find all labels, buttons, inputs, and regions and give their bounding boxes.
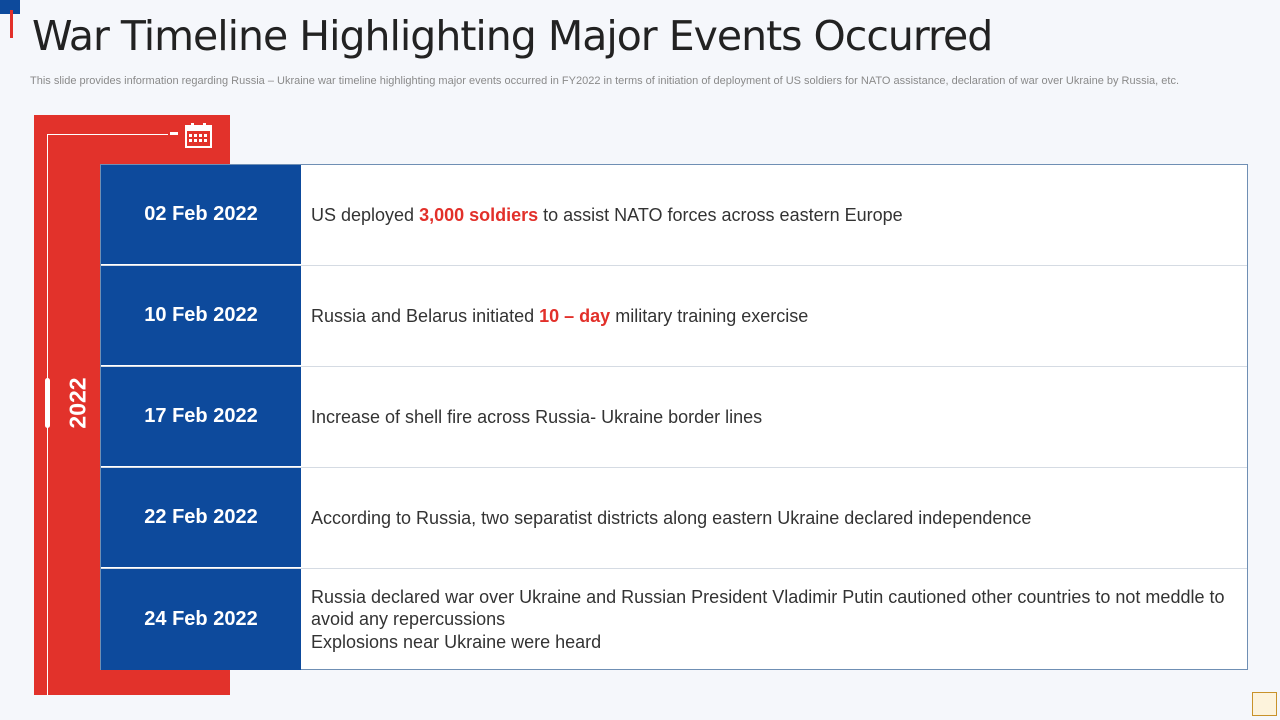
event-highlight: 10 – day: [539, 305, 611, 326]
page-subtitle: This slide provides information regarding Russia – Ukraine war timeline highlighting major events occurred in FY2022 in terms of initiation of deployment of US soldiers for NATO assistance, declaration of war over Ukraine by Russia, etc.: [30, 75, 1180, 87]
table-row: [101, 266, 1247, 367]
corner-accent-red: [10, 10, 13, 38]
table-row: [101, 367, 1247, 468]
timeline-bracket-dash: [170, 132, 178, 135]
year-label: 2022: [64, 377, 91, 429]
event-description: [301, 367, 1247, 467]
page-title: War Timeline Highlighting Major Events Occurred: [32, 12, 993, 60]
event-description: [301, 468, 1247, 568]
timeline-table: [100, 164, 1248, 670]
event-text: Russia and Belarus initiated 10 – day military training exercise: [311, 305, 809, 326]
event-date: 22 Feb 2022: [101, 468, 301, 568]
event-text: Russia declared war over Ukraine and Russian President Vladimir Putin cautioned other countries to not meddle to avoid any repercussions: [311, 586, 1225, 630]
table-row: [101, 468, 1247, 569]
table-row: [101, 569, 1247, 670]
event-description: [301, 165, 1247, 265]
corner-box: [1252, 692, 1277, 716]
timeline-bracket-horizontal: [47, 134, 168, 135]
event-text: Increase of shell fire across Russia- Ukraine border lines: [311, 406, 763, 427]
event-highlight: 3,000 soldiers: [419, 204, 539, 225]
event-date: 10 Feb 2022: [101, 266, 301, 366]
event-text: Explosions near Ukraine were heard: [311, 631, 602, 652]
calendar-icon: [185, 123, 212, 148]
event-description: [301, 569, 1247, 670]
timeline-marker: [45, 378, 50, 428]
table-row: [101, 165, 1247, 266]
event-date: 17 Feb 2022: [101, 367, 301, 467]
event-description: [301, 266, 1247, 366]
event-date: 24 Feb 2022: [101, 569, 301, 670]
event-text: According to Russia, two separatist districts along eastern Ukraine declared independence: [311, 507, 1032, 528]
event-date: 02 Feb 2022: [101, 165, 301, 265]
event-text: US deployed 3,000 soldiers to assist NATO forces across eastern Europe: [311, 204, 903, 225]
